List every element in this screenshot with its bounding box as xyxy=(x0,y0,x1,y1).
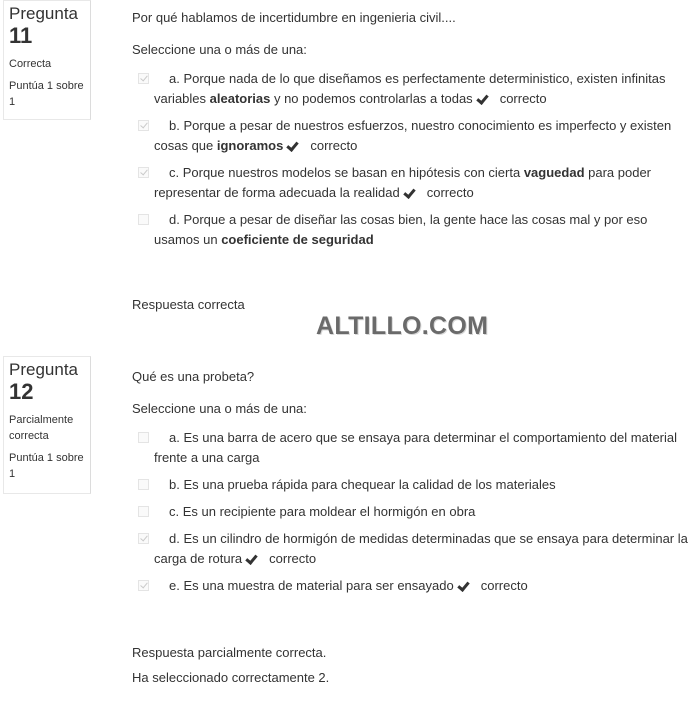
option-text-pre: c. Porque nuestros modelos se basan en hipótesis con cierta xyxy=(169,165,524,180)
checkbox-tick-icon xyxy=(140,168,148,176)
option-text: c. Es un recipiente para moldear el hormigón en obra xyxy=(169,504,476,519)
question-label: Pregunta xyxy=(9,360,78,379)
question-state: Parcialmente correcta xyxy=(9,414,74,442)
answer-option-b[interactable] xyxy=(132,475,688,495)
checkbox[interactable] xyxy=(138,120,149,131)
question-label: Pregunta xyxy=(9,4,78,23)
checkbox[interactable] xyxy=(138,533,149,544)
answer-option-e[interactable] xyxy=(132,576,688,596)
question-content-11 xyxy=(132,9,688,250)
option-text xyxy=(154,118,671,153)
answer-option-a[interactable] xyxy=(132,428,688,468)
checkbox[interactable] xyxy=(138,432,149,443)
answer-prompt: Seleccione una o más de una: xyxy=(132,401,307,416)
answer-option-c[interactable] xyxy=(132,163,688,203)
question-number: 12 xyxy=(9,379,34,404)
question-state: Correcta xyxy=(9,58,52,70)
option-text xyxy=(154,212,647,247)
option-text-post: y no podemos controlarlas a todas xyxy=(270,91,473,106)
checkbox-tick-icon xyxy=(140,74,148,82)
answer-option-d[interactable] xyxy=(132,210,688,250)
feedback-correct: correcto xyxy=(480,578,528,593)
answer-option-c[interactable] xyxy=(132,502,688,522)
check-icon xyxy=(286,141,298,151)
option-text-bold: vaguedad xyxy=(523,165,585,180)
question-result-12: Respuesta parcialmente correcta. xyxy=(132,645,327,660)
answer-option-a[interactable] xyxy=(132,69,688,109)
option-text-pre: b. Porque a pesar de nuestros esfuerzos, nuestro conocimiento es imperfecto y existen cosas que xyxy=(154,118,672,153)
option-text: b. Es una prueba rápida para chequear la calidad de los materiales xyxy=(169,477,556,492)
option-text-post: para poder representar de forma adecuada la realidad xyxy=(154,165,652,200)
option-text-bold: aleatorias xyxy=(209,91,271,106)
question-text: Qué es una probeta? xyxy=(132,369,255,384)
question-info-11 xyxy=(3,0,91,120)
feedback-correct: correcto xyxy=(310,138,358,153)
check-icon xyxy=(245,554,257,564)
checkbox-tick-icon xyxy=(140,581,148,589)
question-grade: Puntúa 1 sobre 1 xyxy=(9,452,84,480)
question-summary-12: Ha seleccionado correctamente 2. xyxy=(132,670,330,685)
question-content-12 xyxy=(132,368,688,596)
question-text: Por qué hablamos de incertidumbre en ingenieria civil.... xyxy=(132,10,456,25)
option-text xyxy=(154,71,665,106)
check-icon xyxy=(403,188,415,198)
question-grade: Puntúa 1 sobre 1 xyxy=(9,80,84,108)
option-text-bold: ignoramos xyxy=(216,138,284,153)
option-text-pre: d. Porque a pesar de diseñar las cosas bien, la gente hace las cosas mal y por eso usamos un xyxy=(154,212,648,247)
check-icon xyxy=(476,94,488,104)
checkbox[interactable] xyxy=(138,214,149,225)
question-number: 11 xyxy=(9,23,33,48)
feedback-correct: correcto xyxy=(426,185,474,200)
question-result-11: Respuesta correcta xyxy=(132,297,245,312)
option-text: a. Es una barra de acero que se ensaya para determinar el comportamiento del material frente a una carga xyxy=(154,430,678,465)
question-info-12 xyxy=(3,356,91,494)
answer-option-d[interactable] xyxy=(132,529,688,569)
option-text: d. Es un cilindro de hormigón de medidas determinadas que se ensaya para determinar la carga de rotura xyxy=(154,531,688,566)
watermark-logo: ALTILLO.COM xyxy=(316,312,489,340)
check-icon xyxy=(457,581,469,591)
checkbox[interactable] xyxy=(138,167,149,178)
option-text: e. Es una muestra de material para ser ensayado xyxy=(169,578,454,593)
checkbox[interactable] xyxy=(138,73,149,84)
checkbox-tick-icon xyxy=(140,121,148,129)
option-text-bold: coeficiente de seguridad xyxy=(221,232,374,247)
answer-prompt: Seleccione una o más de una: xyxy=(132,42,307,57)
checkbox[interactable] xyxy=(138,580,149,591)
checkbox[interactable] xyxy=(138,506,149,517)
answer-option-b[interactable] xyxy=(132,116,688,156)
option-text-pre: a. Porque nada de lo que diseñamos es perfectamente deterministico, existen infinitas variables xyxy=(154,71,666,106)
feedback-correct: correcto xyxy=(269,551,317,566)
checkbox-tick-icon xyxy=(140,534,148,542)
feedback-correct: correcto xyxy=(499,91,547,106)
checkbox[interactable] xyxy=(138,479,149,490)
